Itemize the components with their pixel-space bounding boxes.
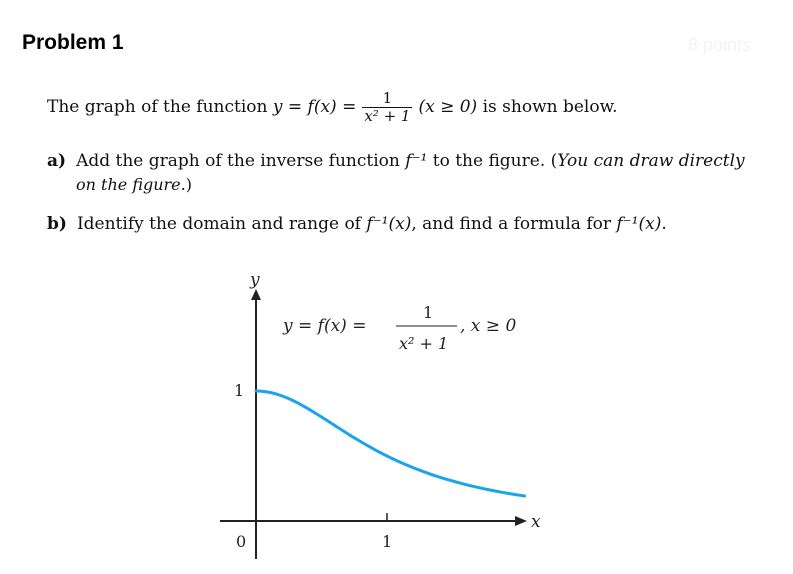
part-a [47, 151, 745, 171]
y-axis-label: y [250, 270, 260, 290]
part-a-italic2: on the figure. [76, 175, 186, 194]
part-a-close: ) [185, 175, 192, 194]
part-a-italic1: You can draw directly [557, 151, 745, 171]
x-tick-label: 1 [382, 532, 393, 551]
function-curve [256, 391, 525, 496]
intro-after: is shown below. [482, 97, 618, 117]
equation-condition: , x ≥ 0 [460, 316, 517, 336]
part-a-continuation [76, 175, 192, 194]
x-axis-label: x [531, 512, 541, 532]
intro-denominator: x² + 1 [364, 106, 411, 125]
part-b-text1: Identify the domain and range of [76, 214, 361, 234]
part-b [47, 214, 667, 234]
origin-label: 0 [236, 532, 247, 551]
function-graph[interactable] [215, 265, 545, 565]
intro-sentence [47, 90, 618, 124]
points-label: 8 points [687, 35, 751, 55]
intro-numerator: 1 [382, 89, 393, 107]
part-b-text2: , and find a formula for [411, 214, 611, 234]
part-b-inverse1: f⁻¹(x) [366, 214, 412, 234]
equation-denominator: x² + 1 [399, 334, 449, 353]
part-b-label: b) [47, 214, 67, 234]
intro-before: The graph of the function [47, 97, 268, 117]
equation-numerator: 1 [423, 303, 434, 322]
part-b-inverse2: f⁻¹(x) [616, 214, 662, 234]
part-a-text1: Add the graph of the inverse function [76, 151, 400, 171]
intro-fraction [362, 90, 412, 124]
part-a-text2: to the figure. ( [432, 151, 558, 171]
intro-condition: (x ≥ 0) [418, 97, 478, 117]
part-a-label: a) [47, 151, 67, 171]
part-b-end: . [661, 214, 667, 234]
y-tick-label: 1 [234, 381, 245, 400]
equation-left: y = f(x) = [283, 316, 367, 336]
x-axis-arrow [515, 516, 527, 526]
part-a-inverse: f⁻¹ [405, 151, 428, 171]
y-axis-arrow [251, 289, 261, 300]
intro-function: y = f(x) = [272, 97, 357, 117]
problem-heading: Problem 1 [22, 31, 124, 54]
